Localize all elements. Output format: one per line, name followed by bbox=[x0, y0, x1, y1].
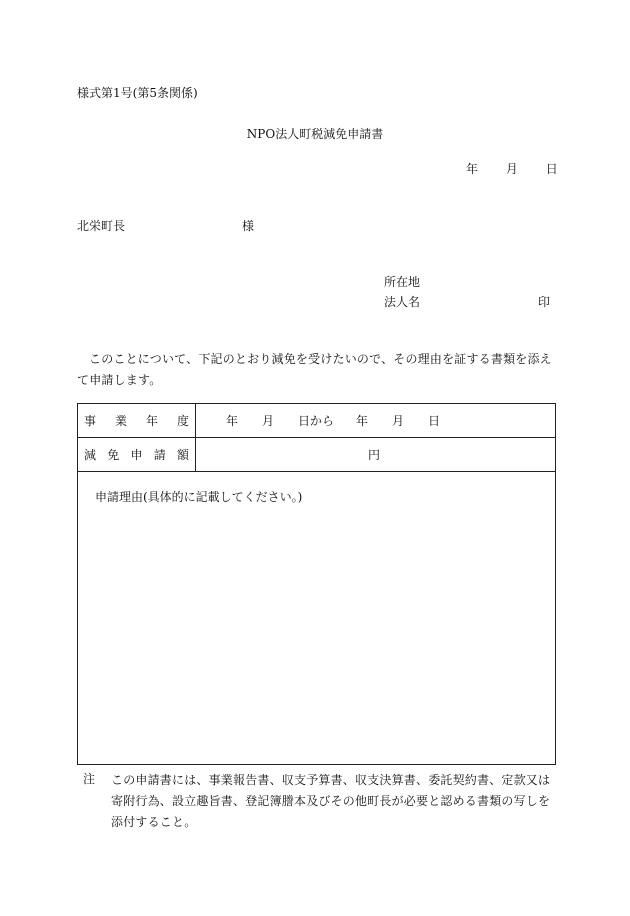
applicant-corp-name-label: 法人名 bbox=[384, 295, 421, 309]
recipient bbox=[77, 217, 255, 234]
amount-label-char: 請 bbox=[153, 448, 166, 462]
recipient-honorific: 様 bbox=[242, 219, 255, 233]
fiscal-year-label bbox=[78, 404, 196, 437]
period-to-month: 月 bbox=[392, 414, 405, 428]
fiscal-year-label-char: 年 bbox=[145, 414, 158, 428]
date-line bbox=[466, 160, 558, 177]
fiscal-period-field[interactable] bbox=[196, 404, 555, 437]
date-day: 日 bbox=[545, 162, 558, 176]
note-mark: 注 bbox=[83, 772, 96, 786]
recipient-name: 北栄町長 bbox=[77, 219, 126, 233]
amount-label-char: 減 bbox=[84, 448, 97, 462]
period-from-year: 年 bbox=[226, 414, 239, 428]
fiscal-year-label-char: 度 bbox=[176, 414, 189, 428]
amount-label-char: 額 bbox=[176, 448, 189, 462]
period-to-year: 年 bbox=[356, 414, 369, 428]
amount-field[interactable] bbox=[196, 438, 555, 471]
amount-label bbox=[78, 438, 196, 471]
date-year: 年 bbox=[466, 162, 479, 176]
document-title: NPO法人町税減免申請書 bbox=[246, 127, 384, 141]
period-from-day: 日から bbox=[298, 414, 335, 428]
application-form-table bbox=[77, 403, 556, 765]
fiscal-year-label-char: 業 bbox=[114, 414, 127, 428]
fiscal-year-label-char: 事 bbox=[84, 414, 97, 428]
period-to-day: 日 bbox=[428, 414, 441, 428]
fiscal-year-row bbox=[78, 404, 555, 438]
seal-label: 印 bbox=[538, 295, 551, 309]
applicant-location-label: 所在地 bbox=[384, 275, 421, 289]
reason-label: 申請理由(具体的に記載してください。) bbox=[95, 490, 303, 504]
date-month: 月 bbox=[505, 162, 518, 176]
amount-unit: 円 bbox=[368, 448, 381, 462]
amount-label-char: 免 bbox=[107, 448, 120, 462]
amount-label-char: 申 bbox=[130, 448, 143, 462]
amount-row bbox=[78, 438, 555, 472]
note-text: この申請書には、事業報告書、収支予算書、収支決算書、委託契約書、定款又は寄附行為、設立趣旨書、登記簿謄本及びその他町長が必要と認める書類の写しを添付すること。 bbox=[111, 773, 551, 829]
body-text: このことについて、下記のとおり減免を受けたいので、その理由を証する書類を添えて申請します。 bbox=[77, 352, 552, 387]
period-from-month: 月 bbox=[262, 414, 275, 428]
form-number: 様式第1号(第5条関係) bbox=[77, 86, 198, 100]
